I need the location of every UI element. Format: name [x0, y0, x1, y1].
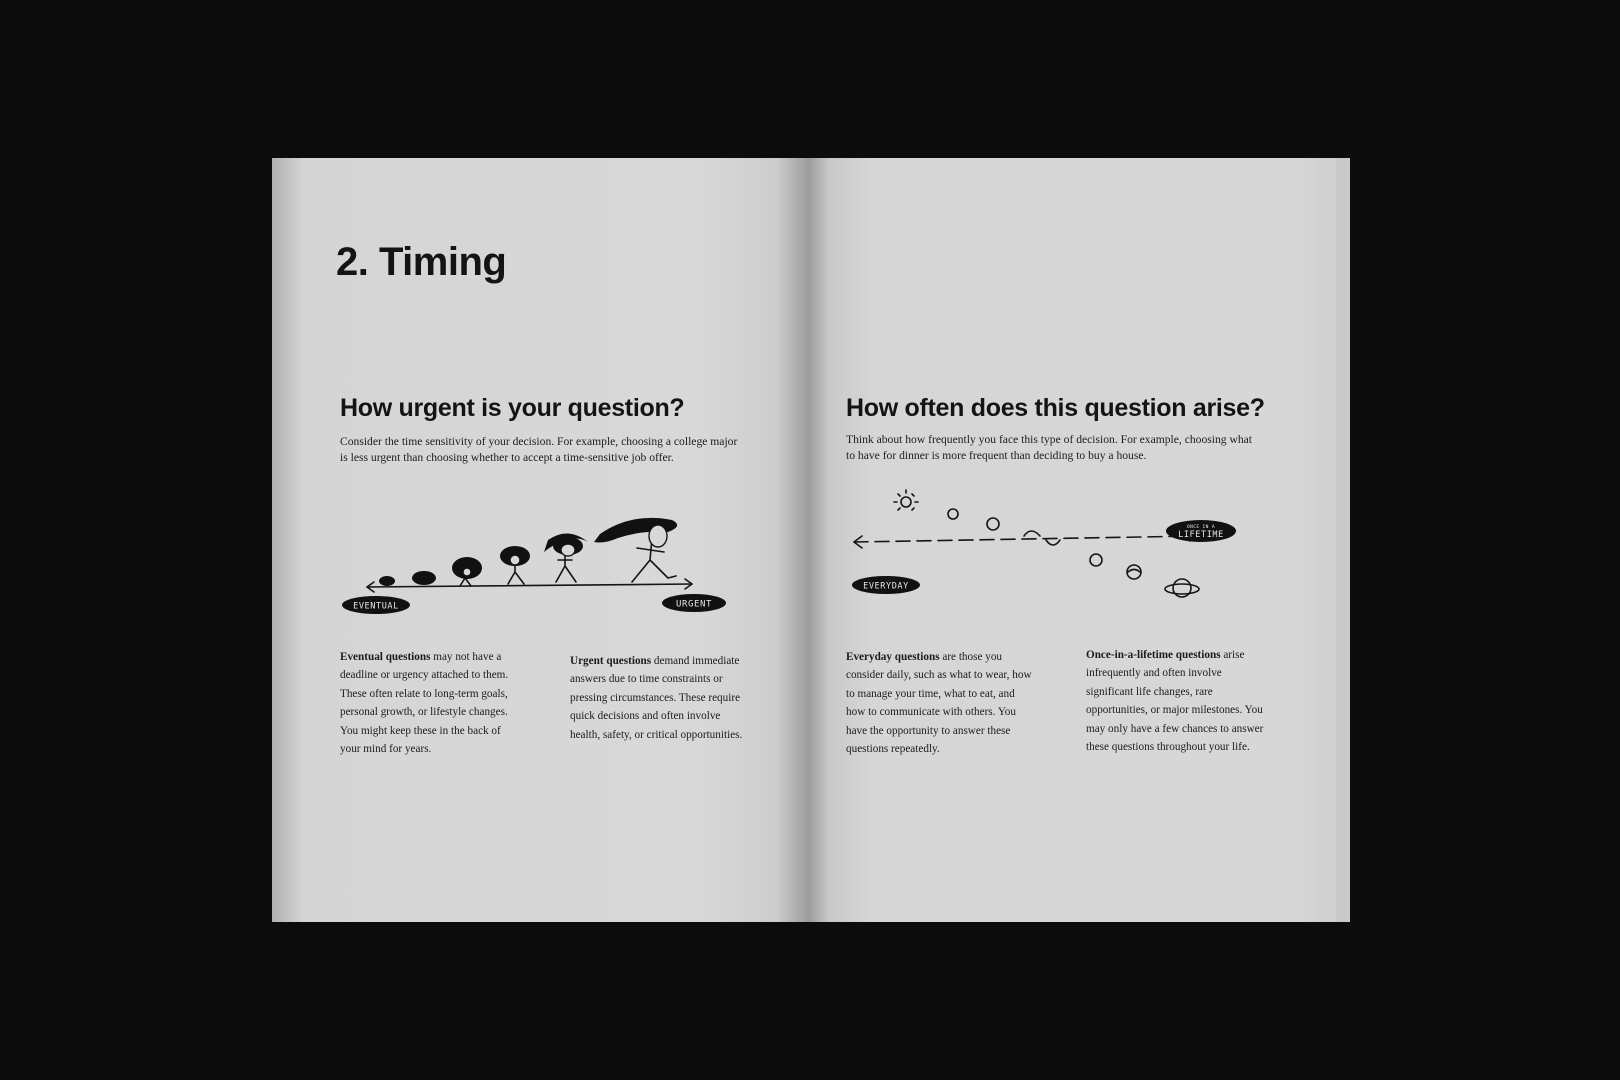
frequency-question-title: How often does this question arise? — [846, 394, 1265, 422]
left-page — [272, 158, 808, 922]
chapter-title: 2. Timing — [336, 240, 507, 284]
eventual-label — [342, 596, 410, 614]
urgent-text: demand immediate answers due to time constraints or pressing circumstances. These require quick decisions and often involve health, safety, or critical opportunities. — [570, 655, 743, 741]
frequency-illustration — [838, 488, 1258, 618]
urgency-question-title: How urgent is your question? — [340, 394, 685, 422]
open-booklet — [272, 158, 1350, 922]
urgency-intro: Consider the time sensitivity of your decision. For example, choosing a college major is less urgent than choosing whether to accept a time-sensitive job offer. — [340, 435, 738, 464]
once-in-a-lifetime-text: arise infrequently and often involve significant life changes, rare opportunities, or major milestones. You may only have a few chances to answer these questions throughout your life. — [1086, 649, 1264, 754]
everyday-text: are those you consider daily, such as what to wear, how to manage your time, what to eat, and how to communicate with others. You have the opportunity to answer these questions repeatedly. — [846, 651, 1032, 756]
everyday-description — [846, 648, 1036, 758]
page-shadow — [272, 158, 302, 922]
everyday-term: Everyday questions — [846, 651, 940, 663]
eventual-term: Eventual questions — [340, 651, 431, 663]
right-page — [808, 158, 1336, 922]
lifetime-label-text: LIFETIME — [1178, 530, 1224, 540]
once-in-a-lifetime-description — [1086, 646, 1270, 756]
everyday-label-text: EVERYDAY — [863, 581, 909, 592]
once-in-a-lifetime-term: Once-in-a-lifetime questions — [1086, 649, 1221, 661]
once-in-a-label-text: ONCE IN A — [1187, 525, 1215, 530]
frequency-intro: Think about how frequently you face this type of decision. For example, choosing what to have for dinner is more frequent than deciding to buy a house. — [846, 433, 1253, 462]
eventual-description — [340, 648, 520, 758]
urgent-description — [570, 652, 750, 744]
once-in-a-lifetime-label — [1166, 520, 1236, 542]
eventual-text: may not have a deadline or urgency attached to them. These often relate to long-term goals, personal growth, or lifestyle changes. You might keep these in the back of your mind for years. — [340, 651, 509, 756]
everyday-label — [852, 576, 920, 594]
urgent-term: Urgent questions — [570, 655, 652, 667]
urgent-label-text: URGENT — [675, 599, 713, 610]
eventual-label-text: EVENTUAL — [353, 601, 399, 612]
urgent-label — [662, 594, 726, 612]
